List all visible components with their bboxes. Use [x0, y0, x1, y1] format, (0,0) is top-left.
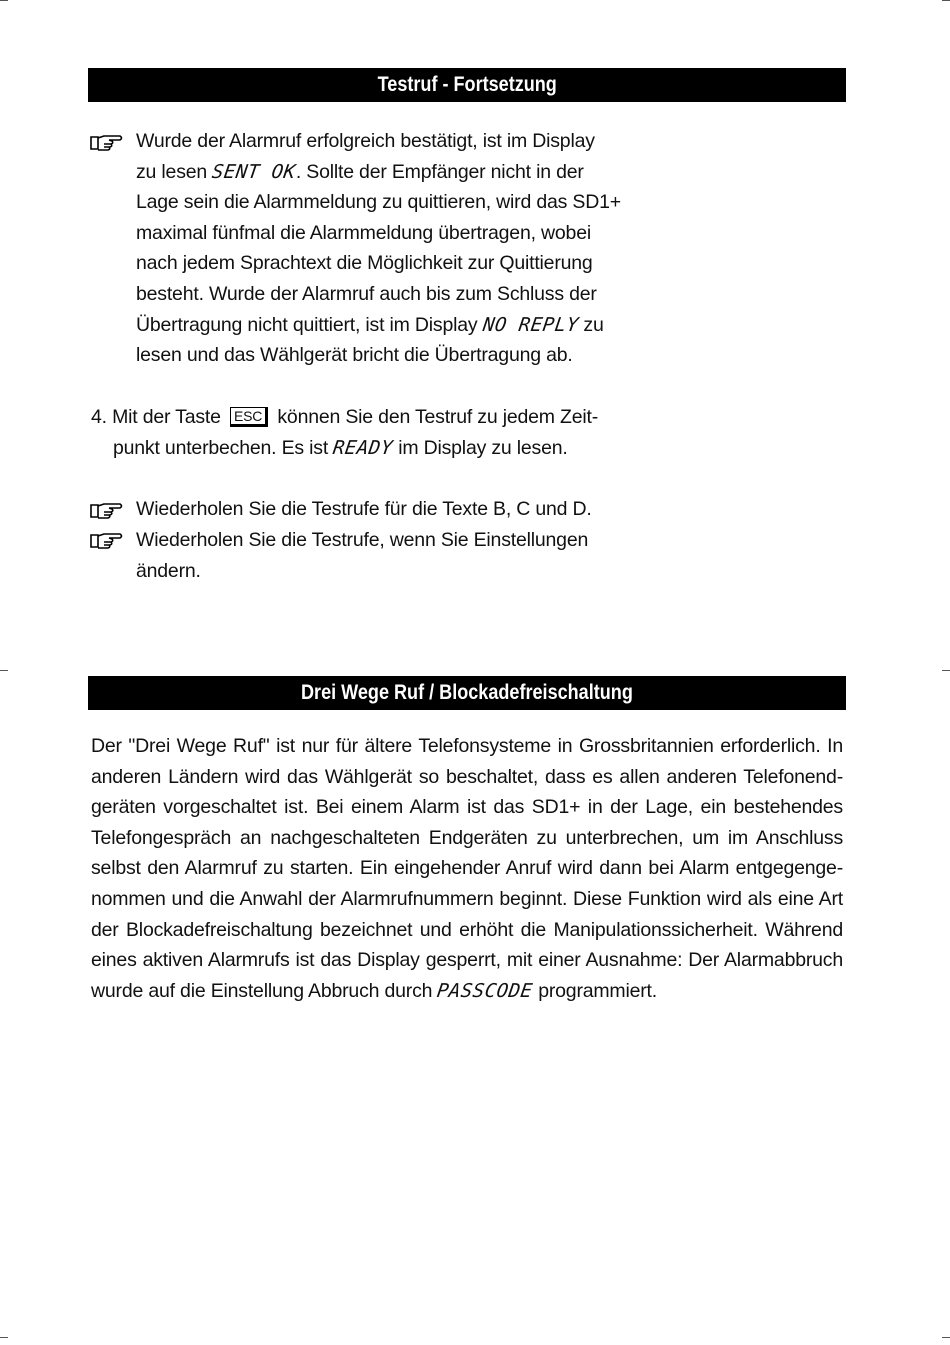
note1-line-5: nach jedem Sprachtext die Möglichkeit zur Quittierung: [136, 252, 593, 275]
step-4: [91, 402, 598, 463]
pointing-hand-icon: [90, 531, 124, 551]
section-title-drei-wege-ruf: Drei Wege Ruf / Blockadefreischaltung: [88, 676, 846, 710]
note1-line-8: lesen und das Wählgerät bricht die Übertragung ab.: [136, 344, 573, 367]
body-line: selbst den Alarmruf zu starten. Ein eingehender Anruf wird dann bei Alarm entgegenge-: [91, 857, 843, 880]
pointing-hand-icon: [90, 133, 124, 153]
display-text-no-reply: NO REPLY: [481, 313, 580, 336]
note1-line-2: zu lesen SENT OK. Sollte der Empfänger nicht in der: [136, 157, 621, 188]
display-text-passcode: PASSCODE: [435, 979, 535, 1002]
section-title-testruf: Testruf - Fortsetzung: [88, 68, 846, 102]
crop-mark-mid-right: [942, 670, 950, 671]
body-drei-wege-ruf: [91, 731, 843, 1006]
pointing-hand-icon: [90, 501, 124, 521]
body-line: geräten vorgeschaltet ist. Bei einem Alarm ist das SD1+ in der Lage, ein bestehendes: [91, 796, 843, 819]
note-confirmation: [136, 126, 621, 371]
body-line: eines aktiven Alarmrufs ist das Display gesperrt, mit einer Ausnahme: Der Alarmabbruch: [91, 949, 843, 972]
display-text-ready: READY: [331, 436, 395, 459]
note1-line-4: maximal fünfmal die Alarmmeldung übertragen, wobei: [136, 221, 591, 244]
body-line: Telefongespräch an nachgeschalteten Endgeräten zu unterbrechen, um im Anschluss: [91, 826, 843, 849]
crop-mark-mid-left: [0, 670, 8, 671]
crop-mark-top-left: [0, 0, 8, 1]
crop-mark-bottom-left: [0, 1337, 8, 1338]
body-line: anderen Ländern wird das Wählgerät so beschaltet, dass es allen anderen Telefonend-: [91, 765, 843, 788]
note-repeat-settings: Wiederholen Sie die Testrufe, wenn Sie Einstellungen ändern.: [136, 529, 589, 582]
body-line: nommen und die Anwahl der Alarmrufnummern beginnt. Diese Funktion wird als eine Art: [91, 887, 843, 910]
body-line: der Blockadefreischaltung bezeichnet und erhöht die Manipulationssicherheit. Während: [91, 918, 843, 941]
body-line: Der "Drei Wege Ruf" ist nur für ältere Telefonsysteme in Grossbritannien erforderlich. In: [91, 735, 843, 757]
crop-mark-top-right: [942, 0, 950, 1]
body-line-last: wurde auf die Einstellung Abbruch durch PASSCODE programmiert.: [91, 976, 843, 1007]
crop-mark-bottom-right: [942, 1337, 950, 1338]
esc-key-icon: ESC: [230, 407, 268, 427]
step4-line-1: 4. Mit der Taste ESC können Sie den Testruf zu jedem Zeit-: [91, 406, 599, 428]
display-text-sent-ok: SENT OK: [210, 160, 298, 183]
note1-line-7: Übertragung nicht quittiert, ist im Display NO REPLY zu: [136, 310, 621, 341]
note-repeat-texts: Wiederholen Sie die Testrufe für die Texte B, C und D.: [136, 498, 592, 520]
step4-line-2: punkt unterbechen. Es ist READY im Display zu lesen.: [91, 433, 598, 464]
note1-line-1: Wurde der Alarmruf erfolgreich bestätigt, ist im Display: [136, 130, 595, 152]
note1-line-6: besteht. Wurde der Alarmruf auch bis zum Schluss der: [136, 282, 597, 305]
note1-line-3: Lage sein die Alarmmeldung zu quittieren, wird das SD1+: [136, 191, 621, 214]
